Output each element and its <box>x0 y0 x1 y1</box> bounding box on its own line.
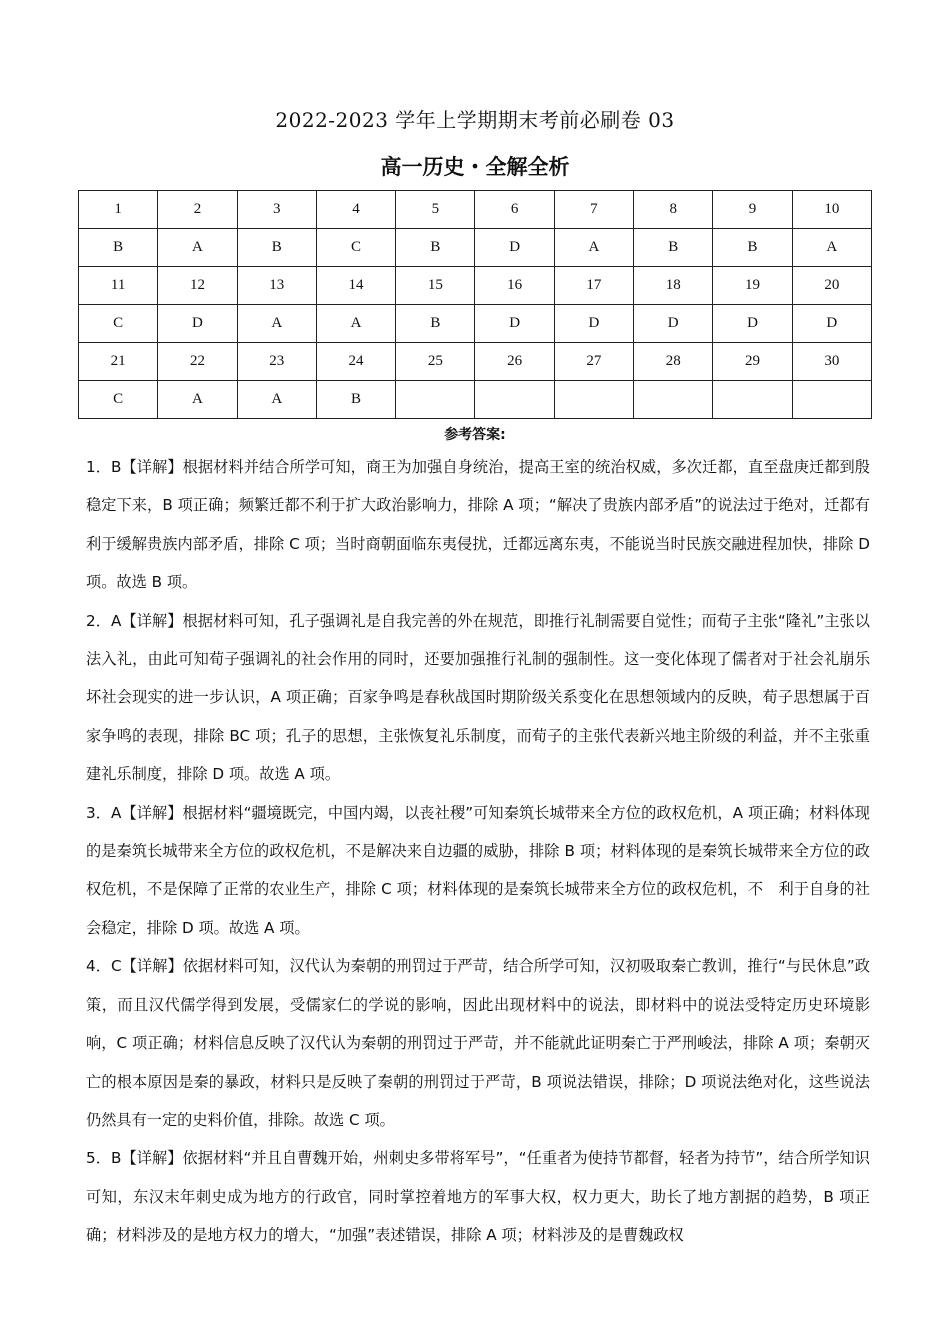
question-number-cell: 3 <box>237 191 316 229</box>
answer-cell: B <box>316 381 395 419</box>
answer-cell <box>475 381 554 419</box>
answer-cell: B <box>713 229 792 267</box>
question-number-row <box>79 343 872 381</box>
answer-cell <box>792 381 871 419</box>
question-number-cell: 28 <box>634 343 713 381</box>
question-number-cell: 22 <box>158 343 237 381</box>
answer-cell: A <box>316 305 395 343</box>
question-number-cell: 14 <box>316 267 395 305</box>
answer-cell <box>713 381 792 419</box>
answer-cell: B <box>237 229 316 267</box>
question-number-cell: 25 <box>396 343 475 381</box>
question-number-cell: 7 <box>554 191 633 229</box>
explanation-paragraph: 5．B【详解】依据材料“并且自曹魏开始，州刺史多带将军号”，“任重者为使持节都督，轻者为持节”，结合所学知识可知，东汉末年刺史成为地方的行政官，同时掌控着地方的军事大权，权力更大，助长了地方割据的趋势，B 项正确；材料涉及的是地方权力的增大，“加强”表述错误，排除 A 项；材料涉及的是曹魏政权 <box>86 1149 870 1245</box>
answer-cell <box>634 381 713 419</box>
page-subtitle: 高一历史・全解全析 <box>380 155 570 179</box>
answer-cell: B <box>396 229 475 267</box>
answer-cell <box>396 381 475 419</box>
question-number-row <box>79 267 872 305</box>
reference-answers-label: 参考答案: <box>444 427 506 443</box>
answer-table <box>78 190 872 419</box>
question-number-cell: 2 <box>158 191 237 229</box>
question-number-cell: 27 <box>554 343 633 381</box>
answer-cell: B <box>634 229 713 267</box>
answer-row <box>79 381 872 419</box>
question-number-cell: 24 <box>316 343 395 381</box>
explanation-paragraph: 2．A【详解】根据材料可知，孔子强调礼是自我完善的外在规范，即推行礼制需要自觉性；而荀子主张“隆礼”主张以法入礼，由此可知荀子强调礼的社会作用的同时，还要加强推行礼制的强制性。这一变化体现了儒者对于社会礼崩乐坏社会现实的进一步认识，A 项正确；百家争鸣是春秋战国时期阶级关系变化在思想领域内的反映，荀子思想属于百家争鸣的表现，排除 BC 项；孔子的思想，主张恢复礼乐制度，而荀子的主张代表新兴地主阶级的利益，并不主张重建礼乐制度，排除 D 项。故选 A 项。 <box>86 611 870 784</box>
page-title: 2022-2023 学年上学期期末考前必刷卷 03 <box>275 108 675 132</box>
question-number-cell: 20 <box>792 267 871 305</box>
answer-cell: A <box>237 381 316 419</box>
question-number-cell: 17 <box>554 267 633 305</box>
question-number-cell: 13 <box>237 267 316 305</box>
explanations <box>86 448 870 1255</box>
question-number-cell: 11 <box>79 267 158 305</box>
answer-cell: A <box>554 229 633 267</box>
answer-cell: D <box>475 229 554 267</box>
question-number-cell: 10 <box>792 191 871 229</box>
answer-cell: B <box>79 229 158 267</box>
answer-cell: D <box>475 305 554 343</box>
question-number-cell: 18 <box>634 267 713 305</box>
question-number-cell: 4 <box>316 191 395 229</box>
question-number-cell: 5 <box>396 191 475 229</box>
question-number-cell: 16 <box>475 267 554 305</box>
answer-row <box>79 305 872 343</box>
explanation-paragraph: 1．B【详解】根据材料并结合所学可知，商王为加强自身统治，提高王室的统治权威，多次迁都，直至盘庚迁都到殷稳定下来，B 项正确；频繁迁都不利于扩大政治影响力，排除 A 项；“解决了贵族内部矛盾”的说法过于绝对，迁都有利于缓解贵族内部矛盾，排除 C 项；当时商朝面临东夷侵扰，迁都远离东夷，不能说当时民族交融进程加快，排除 D 项。故选 B 项。 <box>86 458 870 592</box>
answer-cell: A <box>158 381 237 419</box>
explanation-paragraph: 4．C【详解】依据材料可知，汉代认为秦朝的刑罚过于严苛，结合所学可知，汉初吸取秦亡教训，推行“与民休息”政策，而且汉代儒学得到发展，受儒家仁的学说的影响，因此出现材料中的说法，即材料中的说法受特定历史环境影响，C 项正确；材料信息反映了汉代认为秦朝的刑罚过于严苛，并不能就此证明秦亡于严刑峻法，排除 A 项；秦朝灭亡的根本原因是秦的暴政，材料只是反映了秦朝的刑罚过于严苛，B 项说法错误，排除；D 项说法绝对化，这些说法仍然具有一定的史料价值，排除。故选 C 项。 <box>86 957 870 1129</box>
answer-cell: A <box>237 305 316 343</box>
question-number-cell: 29 <box>713 343 792 381</box>
answer-cell: A <box>158 229 237 267</box>
answer-cell: A <box>792 229 871 267</box>
answer-cell: D <box>158 305 237 343</box>
question-number-cell: 30 <box>792 343 871 381</box>
question-number-cell: 21 <box>79 343 158 381</box>
question-number-cell: 15 <box>396 267 475 305</box>
answer-cell <box>554 381 633 419</box>
question-number-cell: 1 <box>79 191 158 229</box>
answer-row <box>79 229 872 267</box>
explanation-paragraph: 3．A【详解】根据材料“疆境既完，中国内竭，以丧社稷”可知秦筑长城带来全方位的政权危机，A 项正确；材料体现的是秦筑长城带来全方位的政权危机，不是解决来自边疆的威胁，排除 B 项；材料体现的是秦筑长城带来全方位的政权危机，不是保障了正常的农业生产，排除 C 项；材料体现的是秦筑长城带来全方位的政权危机，不 利于自身的社会稳定，排除 D 项。故选 A 项。 <box>86 803 870 937</box>
question-number-cell: 19 <box>713 267 792 305</box>
question-number-row <box>79 191 872 229</box>
answer-cell: C <box>316 229 395 267</box>
question-number-cell: 9 <box>713 191 792 229</box>
answer-cell: C <box>79 381 158 419</box>
question-number-cell: 23 <box>237 343 316 381</box>
answer-cell: C <box>79 305 158 343</box>
answer-cell: D <box>713 305 792 343</box>
question-number-cell: 8 <box>634 191 713 229</box>
question-number-cell: 26 <box>475 343 554 381</box>
answer-cell: B <box>396 305 475 343</box>
question-number-cell: 12 <box>158 267 237 305</box>
answer-cell: D <box>634 305 713 343</box>
answer-cell: D <box>792 305 871 343</box>
answer-cell: D <box>554 305 633 343</box>
question-number-cell: 6 <box>475 191 554 229</box>
